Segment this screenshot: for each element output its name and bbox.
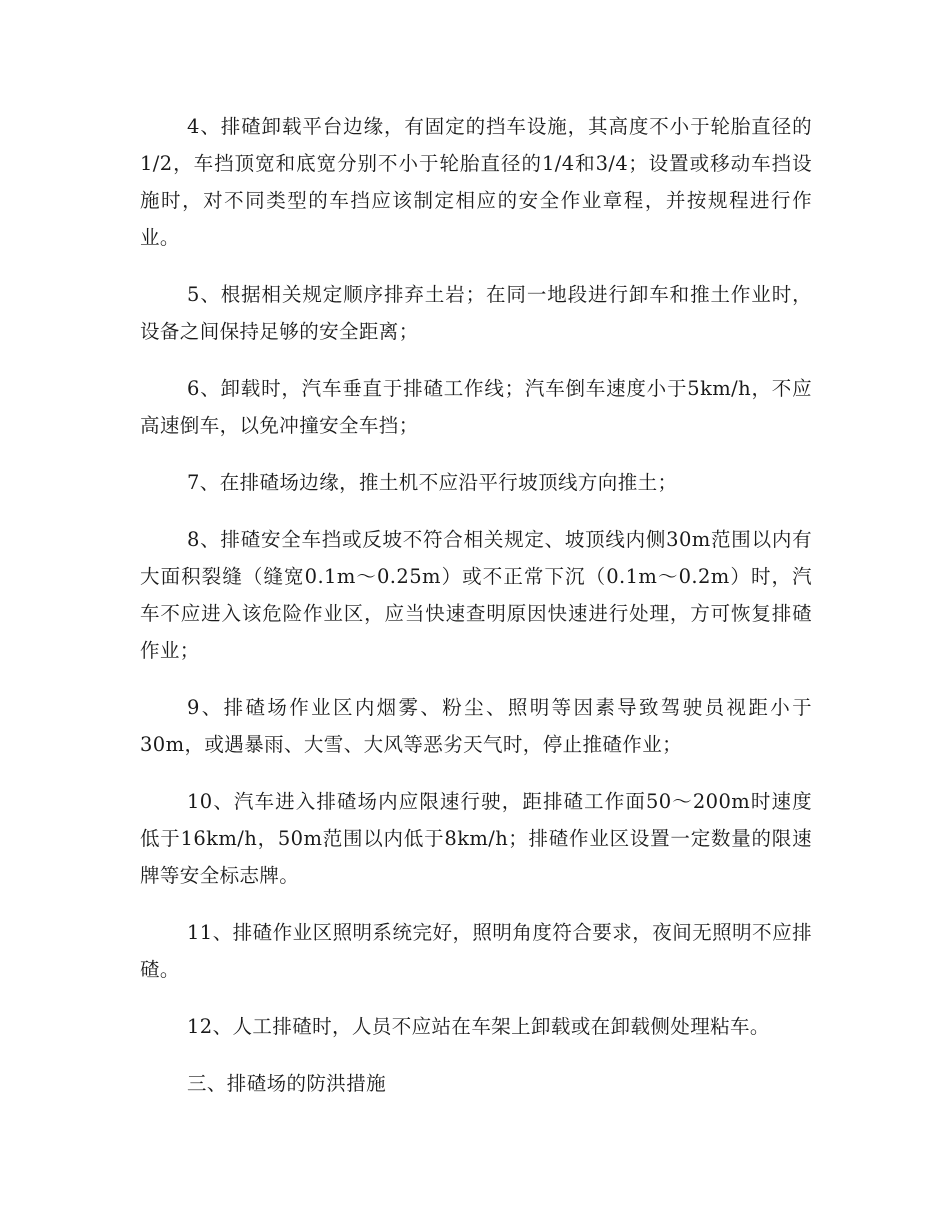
paragraph-item-12: 12、人工排碴时，人员不应站在车架上卸载或在卸载侧处理粘车。 xyxy=(187,1015,770,1038)
paragraph-item-7: 7、在排碴场边缘，推土机不应沿平行坡顶线方向推土； xyxy=(187,471,678,494)
paragraph-item-9: 9、排碴场作业区内烟雾、粉尘、照明等因素导致驾驶员视距小于30m，或遇暴雨、大雪、大风等恶劣天气时，停止推碴作业； xyxy=(140,696,812,756)
paragraph-item-11: 11、排碴作业区照明系统完好，照明角度符合要求，夜间无照明不应排碴。 xyxy=(140,921,812,981)
paragraph-item-5: 5、根据相关规定顺序排弃土岩；在同一地段进行卸车和推土作业时，设备之间保持足够的安全距离； xyxy=(140,283,812,343)
paragraph-item-8: 8、排碴安全车挡或反坡不符合相关规定、坡顶线内侧30m范围以内有大面积裂缝（缝宽0.1m～0.25m）或不正常下沉（0.1m～0.2m）时，汽车不应进入该危险作业区，应当快速查明原因快速进行处理，方可恢复排碴作业； xyxy=(140,528,812,662)
section-heading: 三、排碴场的防洪措施 xyxy=(187,1072,387,1095)
paragraph-item-4: 4、排碴卸载平台边缘，有固定的挡车设施，其高度不小于轮胎直径的1/2，车挡顶宽和底宽分别不小于轮胎直径的1/4和3/4；设置或移动车挡设施时，对不同类型的车挡应该制定相应的安全作业章程，并按规程进行作业。 xyxy=(140,115,812,249)
paragraph-item-10: 10、汽车进入排碴场内应限速行驶，距排碴工作面50～200m时速度低于16km/h，50m范围以内低于8km/h；排碴作业区设置一定数量的限速牌等安全标志牌。 xyxy=(140,790,812,887)
paragraph-item-6: 6、卸载时，汽车垂直于排碴工作线；汽车倒车速度小于5km/h，不应高速倒车，以免冲撞安全车挡； xyxy=(140,377,812,437)
document-body xyxy=(140,108,812,1122)
